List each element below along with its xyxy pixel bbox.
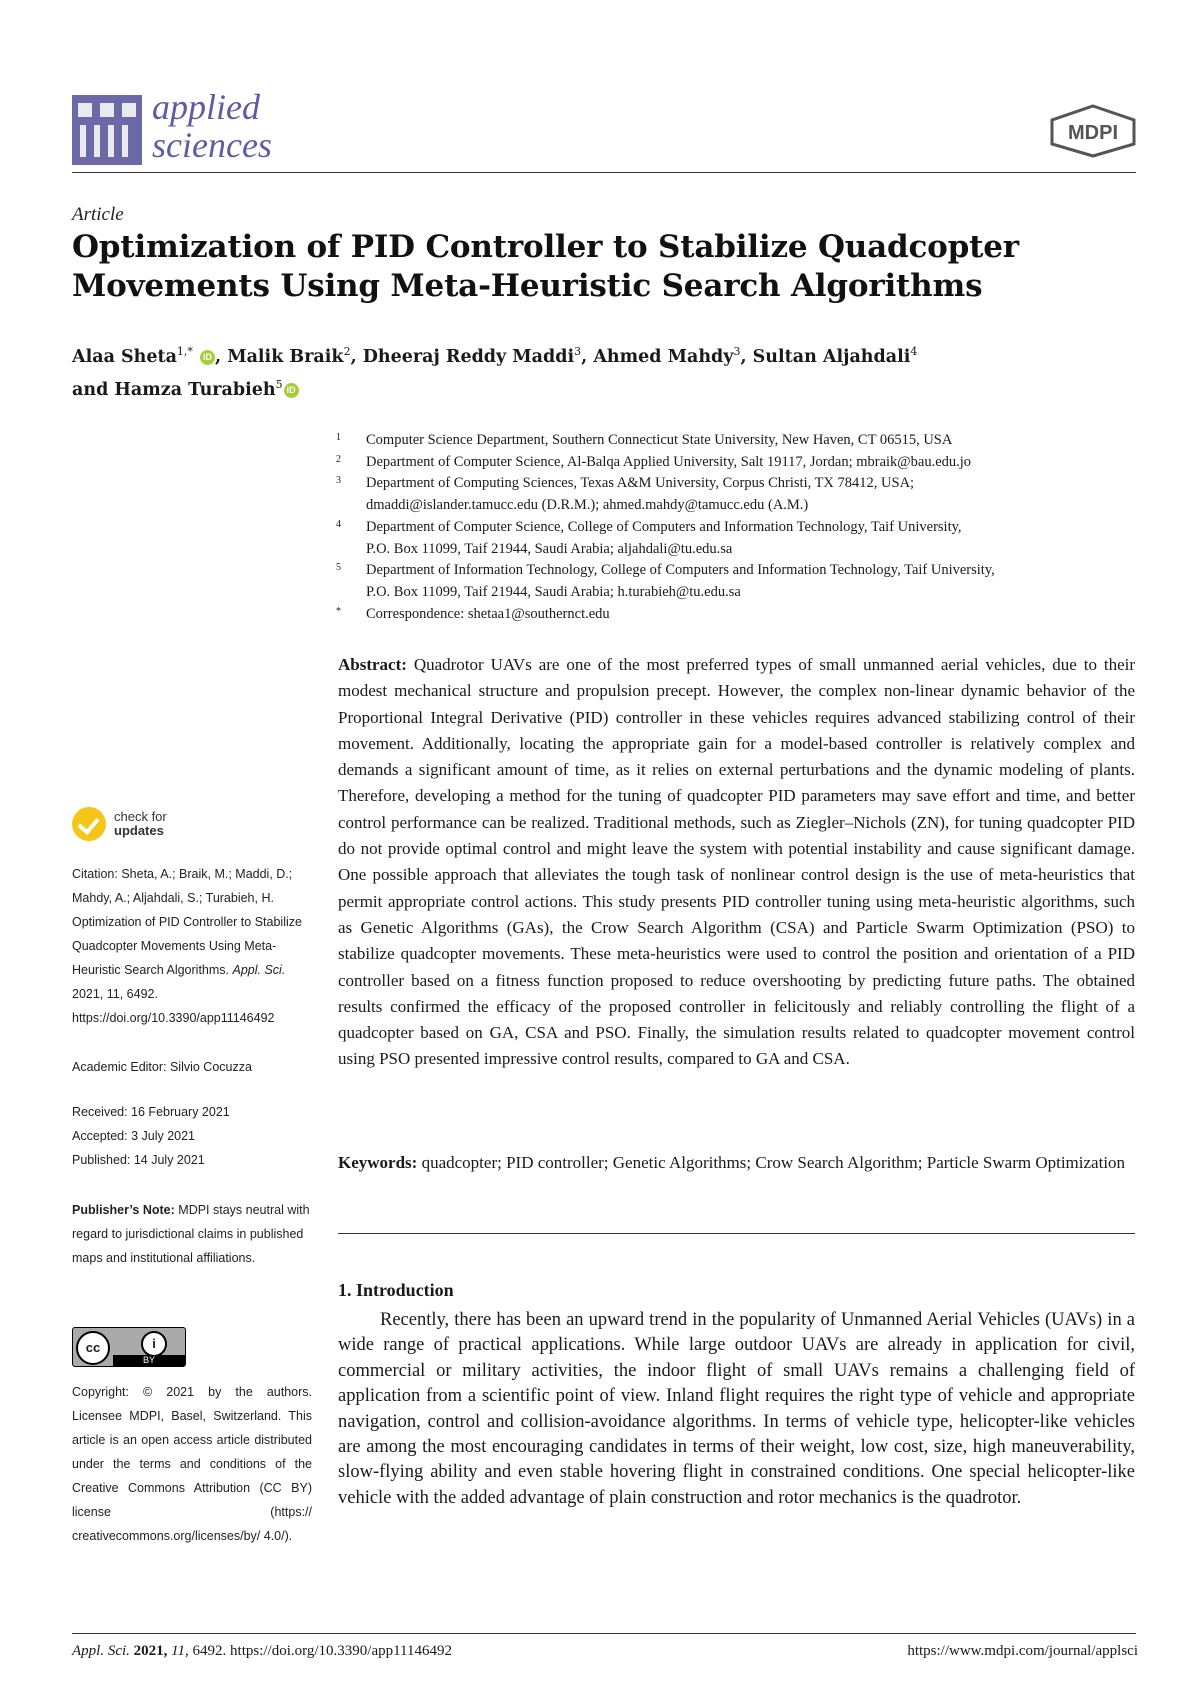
introduction-paragraph: Recently, there has been an upward trend in the popularity of Unmanned Aerial Vehicles (UAVs) in a wide range of practical applications. While large outdoor UAVs are already in application for civil, commercial or military activities, the indoor flight of small UAVs remains a challenging field of application from a scientific point of view. Inland flight requires the right type of vehicle and appropriate navigation, control and collision-avoidance algorithms. In terms of vehicle type, helicopter-like vehicles are among the most encouraging candidates in terms of their weight, low cost, size, high maneuverability, slow-flying ability and even stable hovering flight in constrained conditions. One special helicopter-like vehicle with the added advantage of plain construction and rotor mechanics is the quadrotor. [338, 1310, 1135, 1508]
affiliation-line: Department of Computing Sciences, Texas A&M University, Corpus Christi, TX 78412, USA; [366, 475, 915, 492]
keywords-label: Keywords: [338, 1153, 418, 1172]
affiliation-item [336, 430, 1136, 452]
footer-journal-url[interactable]: https://www.mdpi.com/journal/applsci [907, 1643, 1138, 1659]
author-name: and Hamza Turabieh [72, 379, 276, 400]
affiliation-line: Correspondence: shetaa1@southernct.edu [366, 605, 610, 622]
paper-title-line2: Movements Using Meta-Heuristic Search Algorithms [72, 268, 983, 304]
affiliation-number: 2 [336, 453, 341, 465]
citation-label: Citation: [72, 867, 118, 881]
footer-volume: 11, [171, 1643, 189, 1659]
author-name: , Malik Braik [215, 346, 344, 367]
author-name: , Dheeraj Reddy Maddi [350, 346, 575, 367]
orcid-icon[interactable]: iD [284, 383, 299, 398]
affiliation-number: 5 [336, 562, 341, 574]
author-affil-sup: 1,* [176, 345, 193, 358]
publishers-note-text: MDPI stays neutral with regard to jurisdictional claims in published maps and institutional affiliations. [72, 1203, 310, 1265]
author-affil-sup: 3 [733, 345, 741, 358]
affiliation-item [336, 473, 1136, 516]
by-label: BY [113, 1355, 185, 1366]
academic-editor: Academic Editor: Silvio Cocuzza [72, 1060, 252, 1074]
journal-name-line2: sciences [152, 125, 272, 165]
check-for-updates-label [114, 810, 167, 838]
citation-block [72, 862, 312, 1030]
author-name: , Ahmed Mahdy [581, 346, 734, 367]
keywords [338, 1150, 1135, 1176]
affiliation-line: Department of Computer Science, Al-Balqa Applied University, Salt 19117, Jordan; mbraik@bau.edu.jo [366, 453, 972, 470]
footer-citation [72, 1643, 452, 1660]
abstract [338, 652, 1135, 1073]
check-line2: updates [114, 823, 164, 838]
publication-dates [72, 1100, 312, 1172]
header-rule [72, 172, 1136, 173]
accepted-date: Accepted: 3 July 2021 [72, 1129, 195, 1143]
citation-journal: Appl. Sci. [232, 963, 286, 977]
author-name: Alaa Sheta [72, 346, 177, 367]
section-divider [338, 1233, 1135, 1234]
affiliation-line: P.O. Box 11099, Taif 21944, Saudi Arabia; aljahdali@tu.edu.sa [366, 540, 733, 557]
affiliation-number: * [336, 605, 341, 617]
check-line1: check for [114, 809, 167, 824]
journal-name-line1: applied [152, 87, 260, 127]
citation-text: Sheta, A.; Braik, M.; Maddi, D.; Mahdy, A.; Aljahdali, S.; Turabieh, H. Optimization of PID Controller to Stabilize Quadcopter Movements Using Meta-Heuristic Search Algorithms. [72, 867, 302, 977]
affiliation-item [336, 560, 1136, 603]
author-list [72, 338, 1132, 404]
affiliation-number: 3 [336, 475, 341, 487]
paper-title-line1: Optimization of PID Controller to Stabilize Quadcopter [72, 229, 1019, 265]
affiliation-line: Department of Information Technology, College of Computers and Information Technology, Taif University, [366, 562, 995, 579]
author-affil-sup: 5 [275, 377, 283, 391]
citation-volume: 2021, 11, 6492. [72, 987, 158, 1001]
mdpi-logo [1048, 104, 1138, 163]
publishers-note-label: Publisher’s Note: [72, 1203, 175, 1217]
affiliation-item [336, 604, 1136, 626]
affiliation-line: dmaddi@islander.tamucc.edu (D.R.M.); ahmed.mahdy@tamucc.edu (A.M.) [366, 497, 809, 514]
publishers-note [72, 1198, 312, 1270]
journal-logo [72, 95, 142, 165]
author-affil-sup: 3 [574, 345, 582, 358]
paper-title [72, 228, 1132, 306]
article-type: Article [72, 204, 124, 225]
attribution-person-icon: i [141, 1331, 167, 1357]
journal-name [152, 88, 272, 164]
affiliation-item [336, 517, 1136, 560]
cc-by-license-icon[interactable] [72, 1327, 186, 1367]
footer-journal: Appl. Sci. [72, 1643, 130, 1659]
cc-icon: cc [76, 1331, 110, 1365]
footer-doi[interactable]: 6492. https://doi.org/10.3390/app11146492 [192, 1643, 452, 1659]
affiliation-item [336, 452, 1136, 474]
abstract-text: Quadrotor UAVs are one of the most preferred types of small unmanned aerial vehicles, due to their modest mechanical structure and propulsion precept. However, the complex non-linear dynamic behavior of the Proportional Integral Derivative (PID) controller in these vehicles requires advanced stabilizing control of their movement. Additionally, locating the appropriate gain for a model-based controller is relatively complex and demands a significant amount of time, as it relies on external perturbations and the dynamic modeling of plants. Therefore, developing a method for the tuning of quadcopter PID parameters may save effort and time, and better control performance can be realized. Traditional methods, such as Ziegler–Nichols (ZN), for tuning quadcopter PID do not provide optimal control and might leave the system with potential instability and cause significant damage. One possible approach that alleviates the tough task of nonlinear control design is the use of meta-heuristics that permit appropriate control actions. This study presents PID controller tuning using meta-heuristic algorithms, such as Genetic Algorithms (GAs), the Crow Search Algorithm (CSA) and Particle Swarm Optimization (PSO) to stabilize quadcopter movements. These meta-heuristics were used to control the position and orientation of a PID controller based on a fitness function proposed to reduce overshooting by predicting future paths. The obtained results confirmed the efficacy of the proposed controller in felicitously and reliably controlling the flight of a quadcopter based on GA, CSA and PSO. Finally, the simulation results related to quadcopter movement control using PSO presented impressive control results, compared to GA and CSA. [338, 655, 1135, 1069]
copyright-notice: Copyright: © 2021 by the authors. Licensee MDPI, Basel, Switzerland. This article is an open access article distributed under the terms and conditions of the Creative Commons Attribution (CC BY) license (https:// creativecommons.org/licenses/by/ 4.0/). [72, 1385, 312, 1543]
section-heading: 1. Introduction [338, 1280, 454, 1300]
author-name: , Sultan Aljahdali [740, 346, 911, 367]
orcid-icon[interactable]: iD [200, 350, 215, 365]
footer-year: 2021, [133, 1643, 168, 1659]
affiliation-line: Computer Science Department, Southern Connecticut State University, New Haven, CT 06515, USA [366, 432, 953, 448]
published-date: Published: 14 July 2021 [72, 1153, 205, 1167]
footer-rule [72, 1633, 1136, 1634]
check-icon [72, 807, 106, 841]
affiliations [336, 430, 1136, 625]
affiliation-line: Department of Computer Science, College of Computers and Information Technology, Taif University, [366, 518, 962, 535]
publisher-logo-text: MDPI [1068, 122, 1118, 144]
affiliation-number: 1 [336, 432, 341, 443]
received-date: Received: 16 February 2021 [72, 1105, 230, 1119]
citation-doi-link[interactable]: https://doi.org/10.3390/app11146492 [72, 1011, 275, 1025]
author-affil-sup: 4 [910, 345, 918, 358]
abstract-label: Abstract: [338, 655, 407, 674]
affiliation-line: P.O. Box 11099, Taif 21944, Saudi Arabia; h.turabieh@tu.edu.sa [366, 583, 741, 600]
author-affil-sup: 2 [343, 345, 351, 358]
check-for-updates-badge[interactable] [72, 807, 167, 841]
affiliation-number: 4 [336, 518, 341, 530]
keywords-text: quadcopter; PID controller; Genetic Algorithms; Crow Search Algorithm; Particle Swarm Optimization [421, 1153, 1126, 1172]
